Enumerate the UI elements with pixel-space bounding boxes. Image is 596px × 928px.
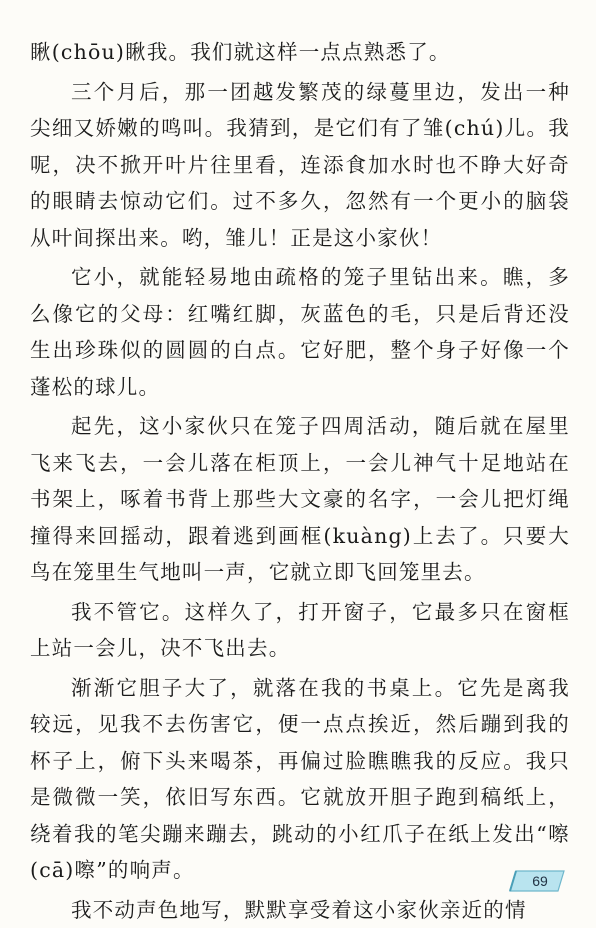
paragraph-6: 渐渐它胆子大了，就落在我的书桌上。它先是离我较远，见我不去伤害它，便一点点挨近，然后蹦到我的杯子上，俯下头来喝茶，再偏过脸瞧瞧我的反应。我只是微微一笑，依旧写东西。它就放开胆子跑到稿纸上，绕着我的笔尖蹦来蹦去，跳动的小红爪子在纸上发出“嚓(cā)嚓”的响声。: [30, 670, 570, 889]
paragraph-7: 我不动声色地写，默默享受着这小家伙亲近的情: [30, 892, 570, 928]
paragraph-2: 三个月后，那一团越发繁茂的绿蔓里边，发出一种尖细又娇嫩的鸣叫。我猜到，是它们有了雏(chú)儿。我呢，决不掀开叶片往里看，连添食加水时也不睁大好奇的眼睛去惊动它们。过不多久，忽然有一个更小的脑袋从叶间探出来。哟，雏儿！正是这小家伙！: [30, 74, 570, 257]
page-text: [30, 0, 570, 928]
paragraph-1: 瞅(chōu)瞅我。我们就这样一点点熟悉了。: [30, 34, 570, 71]
page-number: 69: [508, 869, 566, 893]
paragraph-4: 起先，这小家伙只在笼子四周活动，随后就在屋里飞来飞去，一会儿落在柜顶上，一会儿神气十足地站在书架上，啄着书背上那些大文豪的名字，一会儿把灯绳撞得来回摇动，跟着逃到画框(kuàng)上去了。只要大鸟在笼里生气地叫一声，它就立即飞回笼里去。: [30, 408, 570, 591]
paragraph-5: 我不管它。这样久了，打开窗子，它最多只在窗框上站一会儿，决不飞出去。: [30, 594, 570, 667]
paragraph-3: 它小，就能轻易地由疏格的笼子里钻出来。瞧，多么像它的父母：红嘴红脚，灰蓝色的毛，只是后背还没生出珍珠似的圆圆的白点。它好肥，整个身子好像一个蓬松的球儿。: [30, 259, 570, 405]
page-number-badge: [508, 869, 566, 893]
